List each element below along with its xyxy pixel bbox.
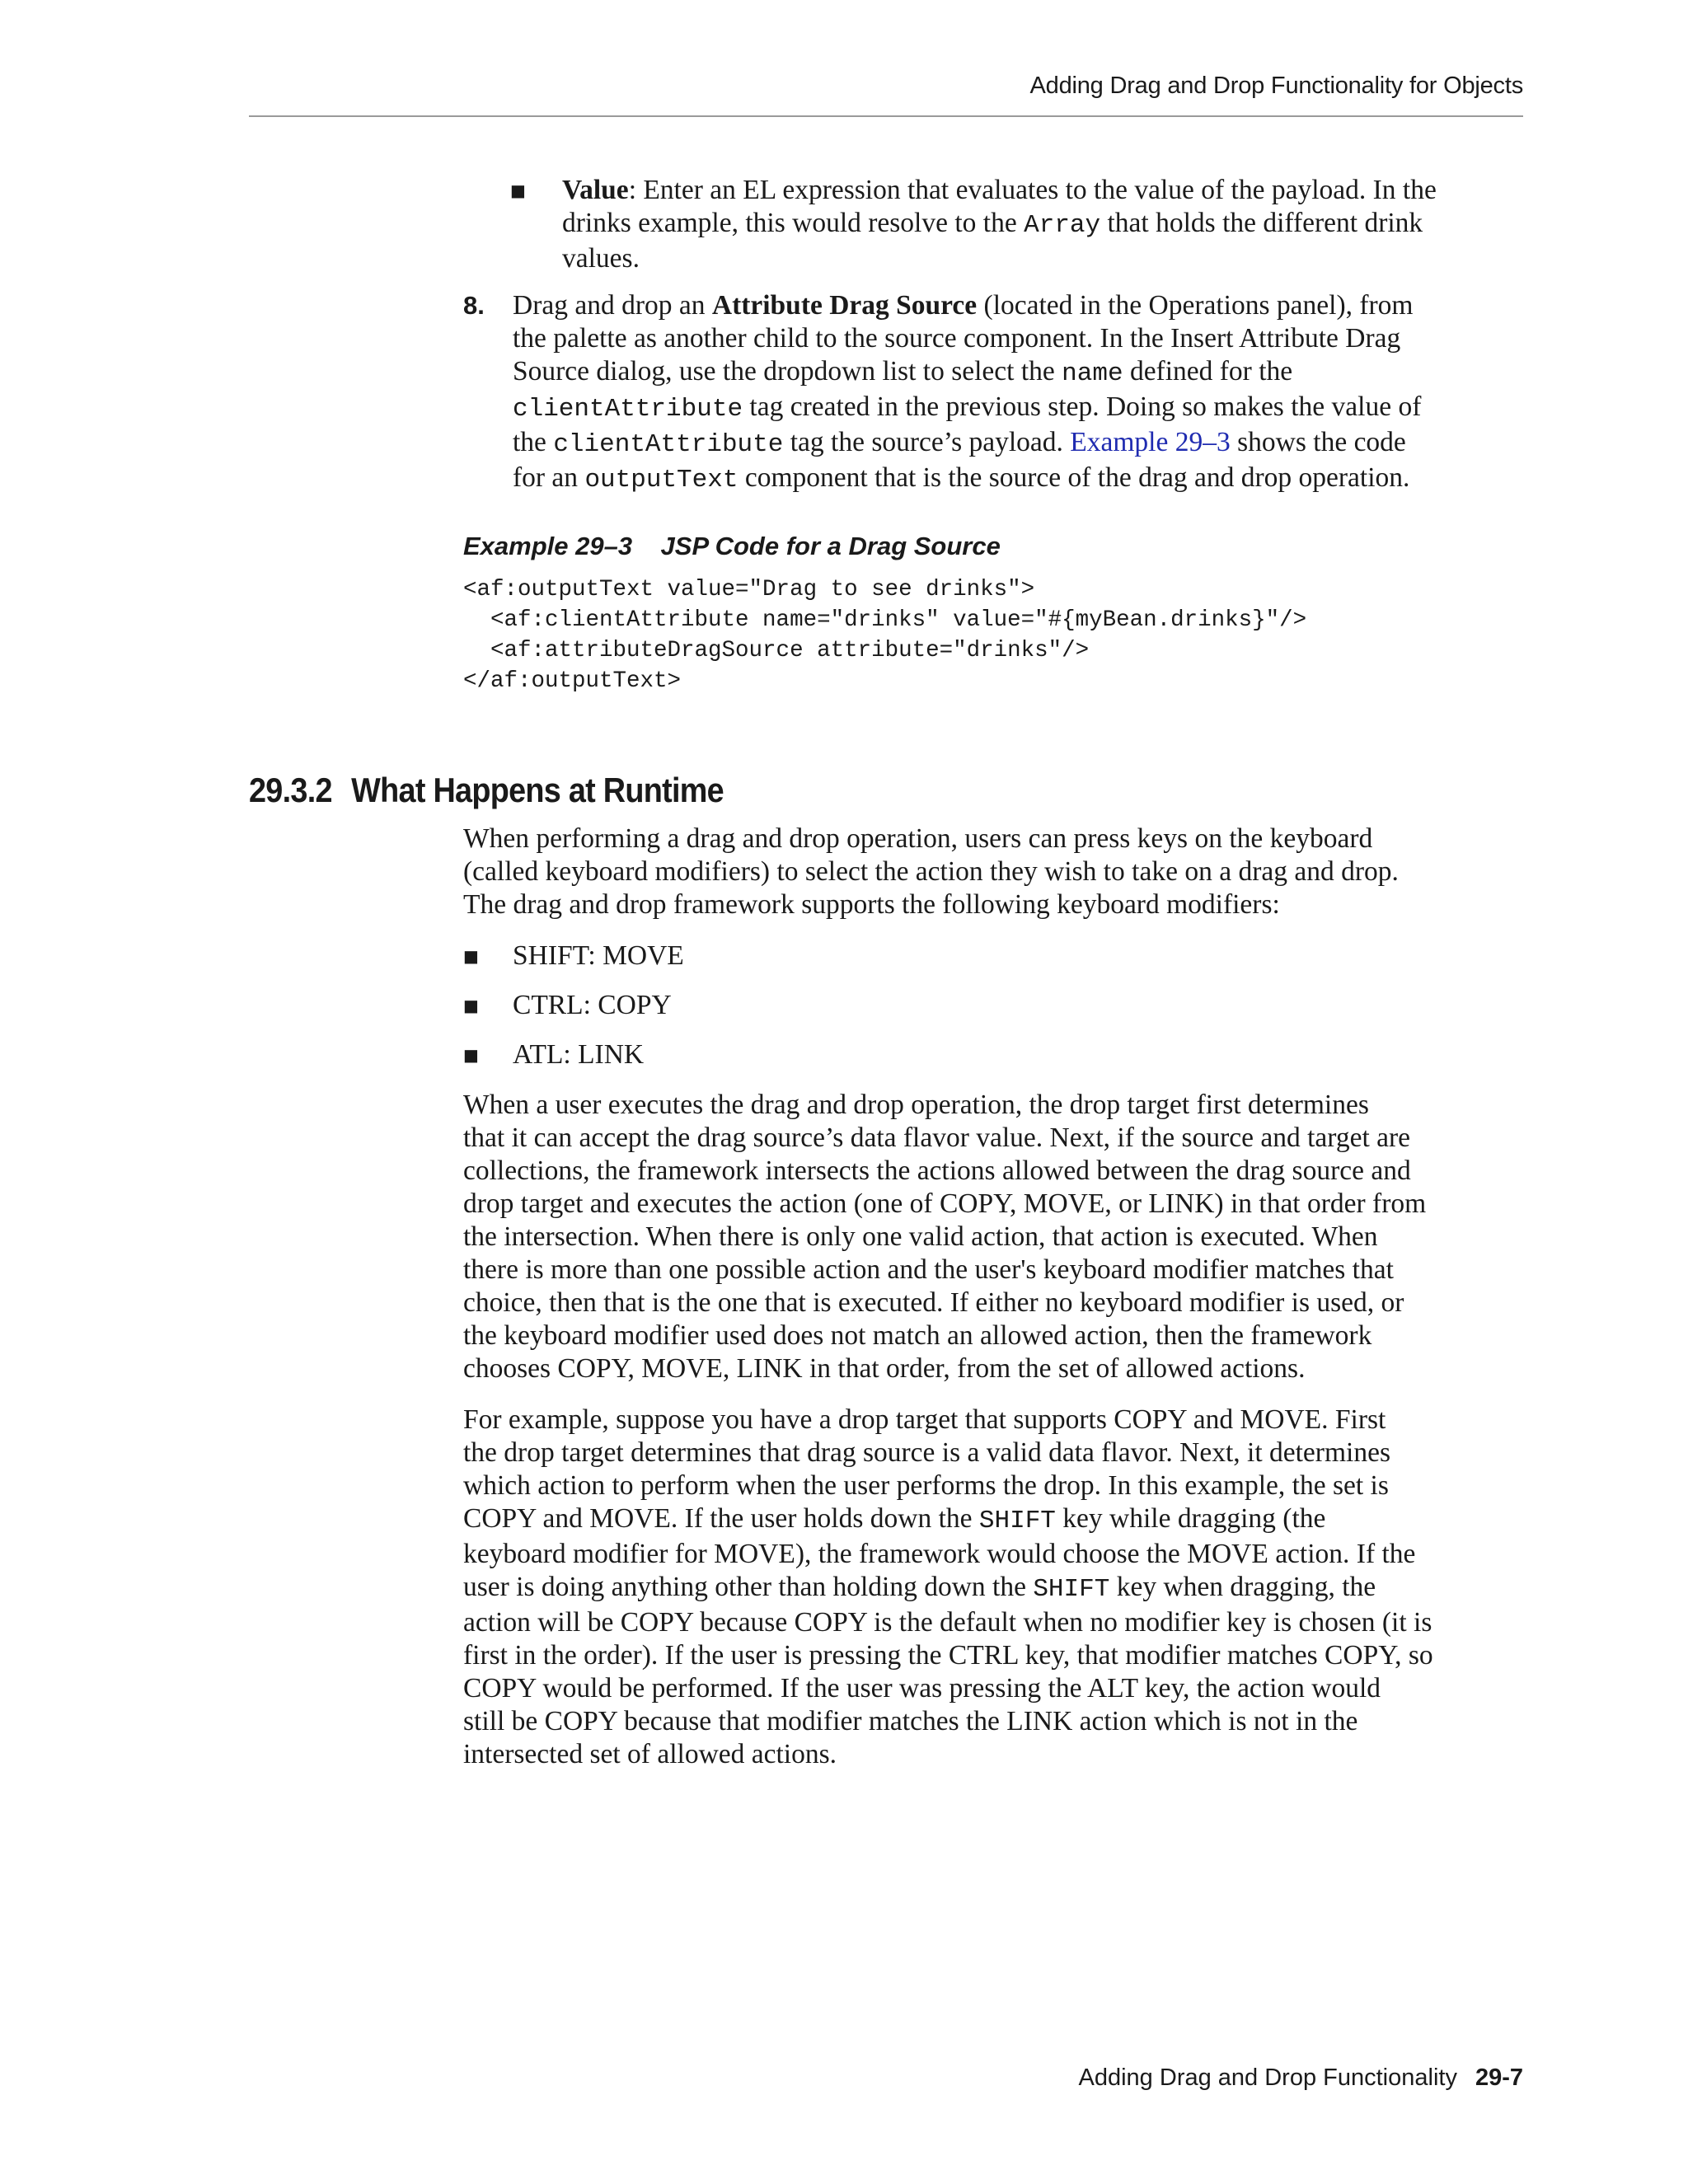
intro-paragraph: When performing a drag and drop operation, users can press keys on the keyboard (called keyboard modifiers) to select the action they wish to take on a drag and drop. The drag and drop framework supports the following keyboard modifiers:: [463, 823, 1399, 920]
inline-code: clientAttribute: [513, 395, 743, 424]
value-bullet-text: Value: Enter an EL expression that evaluates to the value of the payload. In the drinks example, this would resolve to the Array that holds the different drink values.: [562, 175, 1437, 274]
code-line: <af:clientAttribute name="drinks" value="#{myBean.drinks}"/>: [463, 607, 1307, 633]
example-title: Example 29–3 JSP Code for a Drag Source: [463, 532, 1001, 560]
ui-term: Attribute Drag Source: [711, 290, 978, 321]
inline-code: SHIFT: [978, 1507, 1056, 1535]
code-block: [463, 574, 1306, 696]
inline-code: Array: [1024, 211, 1101, 240]
code-line: <af:attributeDragSource attribute="drinks"/>: [463, 638, 1090, 663]
step-number: 8.: [463, 291, 485, 320]
inline-code: outputText: [584, 466, 738, 494]
header-rule: [249, 115, 1523, 117]
modifier-item: CTRL: COPY: [513, 990, 672, 1020]
section-number: 29.3.2: [249, 771, 332, 809]
modifier-item: SHIFT: MOVE: [513, 940, 684, 971]
footer-chapter-title: Adding Drag and Drop Functionality: [1078, 2064, 1457, 2091]
code-line: </af:outputText>: [463, 668, 682, 694]
value-term: Value: [562, 175, 629, 205]
paragraph-actions: When a user executes the drag and drop operation, the drop target first determines that it can accept the drag source’s data flavor value. Next, if the source and target are collections, the framework intersects the actions allowed between the drag source and drop target and executes the action (one of COPY, MOVE, or LINK) in that order from the intersection. When there is only one valid action, that action is executed. When there is more than one possible action and the user's keyboard modifier matches that choice, then that is the one that is executed. If either no keyboard modifier is used, or the keyboard modifier used does not match an allowed action, then the framework chooses COPY, MOVE, LINK in that order, from the set of allowed actions.: [463, 1090, 1427, 1384]
page-footer: [1079, 2064, 1523, 2092]
step8-text: Drag and drop an Attribute Drag Source (located in the Operations panel), from the palette as another child to the source component. In the Insert Attribute Drag Source dialog, use the dropdown list to select the name defined for the clientAttribute tag created in the previous step. Doing so makes the value of the clientAttribute tag the source’s payload. Example 29–3 shows the code for an outputText component that is the source of the drag and drop operation.: [513, 290, 1422, 494]
section-heading: [249, 771, 724, 810]
section-title: What Happens at Runtime: [351, 771, 724, 809]
paragraph-example: For example, suppose you have a drop target that supports COPY and MOVE. First the drop target determines that drag source is a valid data flavor. Next, it determines which action to perform when the user performs the drop. In this example, the set is COPY and MOVE. If the user holds down the SHIFT key while dragging (the keyboard modifier for MOVE), the framework would choose the MOVE action. If the user is doing anything other than holding down the SHIFT key when dragging, the action will be COPY because COPY is the default when no modifier key is chosen (it is first in the order). If the user is pressing the CTRL key, that modifier matches COPY, so COPY would be performed. If the user was pressing the ALT key, the action would still be COPY because that modifier matches the LINK action which is not in the intersected set of allowed actions.: [463, 1404, 1433, 1769]
bullet-square: ■: [510, 180, 526, 200]
bullet-square: ■: [463, 946, 479, 966]
modifier-item: ATL: LINK: [513, 1039, 645, 1070]
bullet-square: ■: [463, 1045, 479, 1065]
running-header: Adding Drag and Drop Functionality for Objects: [1029, 73, 1523, 99]
code-line: <af:outputText value="Drag to see drinks">: [463, 577, 1035, 602]
inline-code: clientAttribute: [553, 430, 784, 459]
inline-code: name: [1062, 359, 1123, 388]
bullet-square: ■: [463, 996, 479, 1015]
inline-code: SHIFT: [1033, 1575, 1110, 1604]
page-number: 29-7: [1475, 2064, 1523, 2091]
example-link[interactable]: Example 29–3: [1070, 427, 1231, 457]
